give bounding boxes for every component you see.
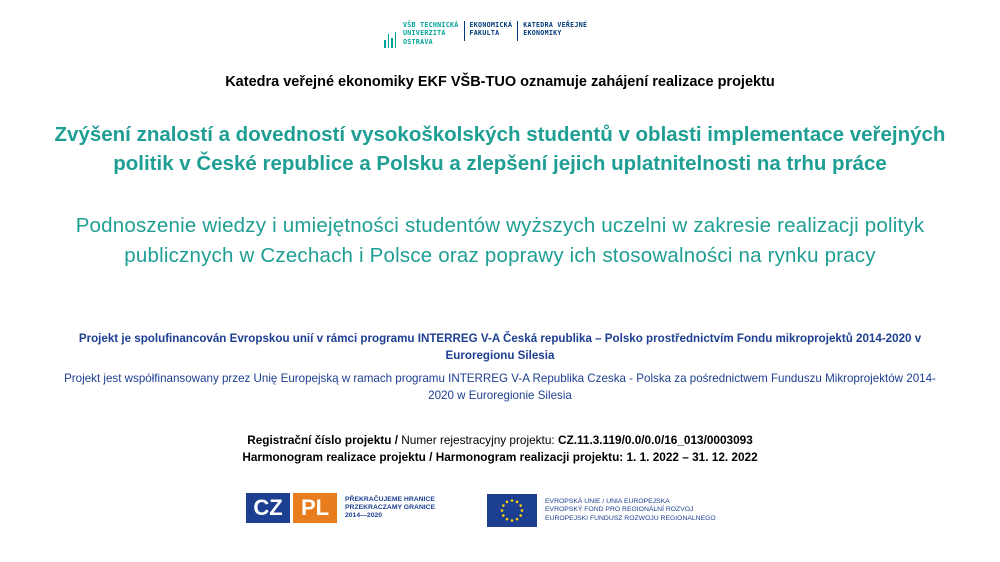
eu-star [519, 504, 522, 507]
eu-star [521, 509, 524, 512]
czpl-logo-text: PŘEKRAČUJEME HRANICE PRZEKRACZAMY GRANICE 2014—2020 [345, 495, 436, 520]
schedule-line [0, 449, 1000, 466]
announcement-heading: Katedra veřejné ekonomiky EKF VŠB-TUO oznamuje zahájení realizace projektu [225, 74, 775, 90]
eu-star [506, 501, 509, 504]
project-title-pl: Podnoszenie wiedzy i umiejętności studentów wyższych uczelni w zakresie realizacji polityk publicznych w Czechach i Polsce oraz poprawy ich stosowalności na rynku pracy [75, 214, 925, 267]
funding-statement-cz: Projekt je spolufinancován Evropskou unií v rámci programu INTERREG V-A Česká republika – Polsko prostřednictvím Fondu mikroprojektů 2014-2020 v Euroregionu Silesia [78, 332, 922, 362]
interreg-czpl-logo [246, 493, 435, 523]
eu-star [502, 514, 505, 517]
eu-star [511, 499, 514, 502]
eu-star [516, 501, 519, 504]
vsb-logo-mark [384, 32, 396, 48]
eu-flag-icon [487, 494, 537, 527]
project-title-cz: Zvýšení znalostí a dovedností vysokoškolských studentů v oblasti implementace veřejných politik v České republice a Polsku a zlepšení jejich uplatnitelnosti na trhu práce [54, 123, 946, 175]
registration-label-pl: Numer rejestracyjny projektu: [401, 433, 555, 447]
vsb-logo [384, 21, 587, 55]
funding-statement-pl: Projekt jest współfinansowany przez Unię Europejską w ramach programu INTERREG V-A Republika Czeska - Polska za pośrednictwem Funduszu Mikroprojektów 2014-2020 w Euroregionie Silesia [64, 372, 936, 402]
eu-logo [487, 494, 716, 527]
registration-block [0, 432, 1000, 466]
czpl-logo-cz: CZ [246, 493, 290, 523]
faculty-name: EKONOMICKÁ FAKULTA [464, 21, 513, 41]
eu-star [506, 518, 509, 521]
registration-label-cz: Registrační číslo projektu / [247, 433, 398, 447]
eu-star [519, 514, 522, 517]
department-name: KATEDRA VEŘEJNÉ EKONOMIKY [517, 21, 587, 41]
eu-star [516, 518, 519, 521]
schedule-dates: 1. 1. 2022 – 31. 12. 2022 [626, 450, 758, 464]
eu-star [501, 509, 504, 512]
eu-logo-text: EVROPSKÁ UNIE / UNIA EUROPEJSKA EVROPSKÝ FOND PRO REGIONÁLNÍ ROZVOJ EUROPEJSKI FUNDUSZ ROZWOJU REGIONALNEGO [545, 498, 716, 522]
czpl-logo-pl: PL [293, 493, 337, 523]
schedule-label: Harmonogram realizace projektu / Harmonogram realizacji projektu: [242, 450, 624, 464]
eu-star [502, 504, 505, 507]
registration-number: CZ.11.3.119/0.0/0.0/16_013/0003093 [557, 433, 753, 447]
university-name: VŠB TECHNICKÁ UNIVERZITA OSTRAVA [403, 21, 459, 46]
eu-star [511, 519, 514, 522]
registration-line [0, 432, 1000, 449]
